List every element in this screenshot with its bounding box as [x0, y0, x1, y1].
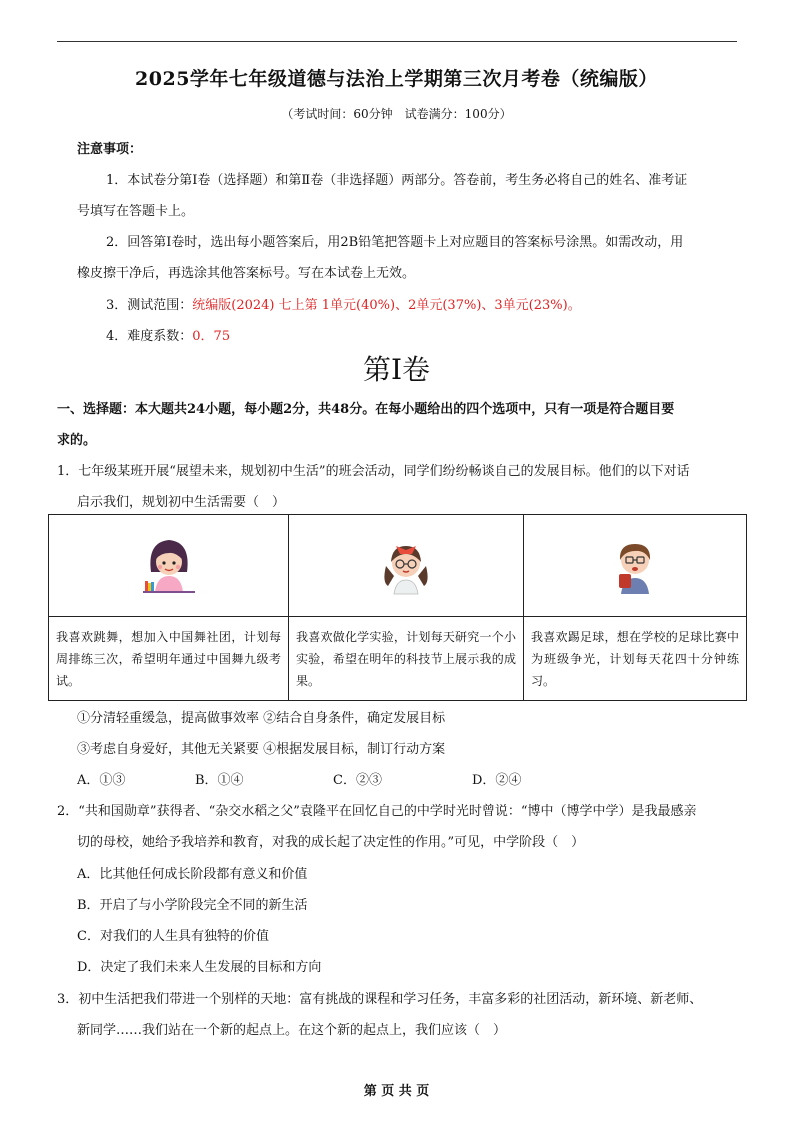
header-rule: [57, 41, 737, 42]
note-2-line2: 橡皮擦干净后，再选涂其他答案标号。写在本试卷上无效。: [77, 266, 416, 281]
q1-text-cell-3: 我喜欢踢足球，想在学校的足球比赛中为班级争光，计划每天花四十分钟练习。: [524, 617, 747, 701]
q2-option-c: C．对我们的人生具有独特的价值: [77, 929, 269, 944]
q1-option-a: A．①③: [77, 773, 126, 788]
q1-option-b: B．①④: [195, 773, 244, 788]
q1-option-d: D．②④: [472, 773, 522, 788]
q1-text-cell-1: 我喜欢跳舞，想加入中国舞社团，计划每周排练三次，希望明年通过中国舞九级考试。: [49, 617, 289, 701]
q1-option-c: C．②③: [333, 773, 382, 788]
note-3: [106, 294, 581, 313]
page-footer: 第 页 共 页: [363, 1084, 430, 1099]
notes-heading: 注意事项：: [77, 142, 143, 157]
q1-image-cell-2: [289, 515, 524, 617]
exam-subtitle: （考试时间：60分钟 试卷满分：100分）: [281, 107, 512, 121]
q1-image-cell-1: [49, 515, 289, 617]
part1-heading-line1: 一、选择题：本大题共24小题，每小题2分，共48分。在每小题给出的四个选项中，只有一项是符合题目要: [57, 402, 675, 417]
q3-stem-line2: 新同学……我们站在一个新的起点上。在这个新的起点上，我们应该（ ）: [77, 1023, 507, 1038]
q2-option-a: A．比其他任何成长阶段都有意义和价值: [77, 867, 308, 882]
q2-stem-line1: 2．“共和国勋章”获得者、“杂交水稻之父”袁隆平在回忆自己的中学时光时曾说：“博中（博学中学）是我最感亲: [57, 804, 697, 819]
exam-title: 2025学年七年级道德与法治上学期第三次月考卷（统编版）: [135, 68, 658, 90]
note-3-value: 统编版(2024) 七上第 1单元(40%)、2单元(37%)、3单元(23%)。: [192, 298, 581, 313]
note-1-line2: 号填写在答题卡上。: [77, 204, 195, 219]
part1-heading-line2: 求的。: [57, 433, 97, 448]
note-4-label: 4．难度系数：: [106, 329, 193, 344]
boy-footballer-illustration: [603, 532, 667, 596]
note-4: [106, 325, 230, 344]
section-title: 第Ⅰ卷: [362, 353, 431, 386]
q1-statements-line1: ①分清轻重缓急，提高做事效率 ②结合自身条件，确定发展目标: [77, 711, 446, 726]
q2-option-b: B．开启了与小学阶段完全不同的新生活: [77, 898, 308, 913]
note-1-line1: 1．本试卷分第Ⅰ卷（选择题）和第Ⅱ卷（非选择题）两部分。答卷前，考生务必将自己的姓名、准考证: [106, 173, 688, 188]
q1-stem-line2: 启示我们，规划初中生活需要（ ）: [77, 495, 286, 510]
q2-stem-line2: 切的母校，她给予我培养和教育，对我的成长起了决定性的作用。”可见，中学阶段（ ）: [77, 835, 585, 850]
q2-option-d: D．决定了我们未来人生发展的目标和方向: [77, 960, 322, 975]
note-4-value: 0．75: [192, 329, 231, 344]
q3-stem-line1: 3．初中生活把我们带进一个别样的天地：富有挑战的课程和学习任务，丰富多彩的社团活动，新环境、新老师、: [57, 992, 703, 1007]
girl-chemist-illustration: [374, 532, 438, 596]
q1-stem-line1: 1．七年级某班开展“展望未来，规划初中生活”的班会活动，同学们纷纷畅谈自己的发展目标。他们的以下对话: [57, 464, 690, 479]
note-2-line1: 2．回答第Ⅰ卷时，选出每小题答案后，用2B铅笔把答题卡上对应题目的答案标号涂黑。如需改动，用: [106, 235, 684, 250]
q1-table: [48, 514, 747, 701]
note-3-label: 3．测试范围：: [106, 298, 193, 313]
q1-statements-line2: ③考虑自身爱好，其他无关紧要 ④根据发展目标，制订行动方案: [77, 742, 446, 757]
girl-dancer-illustration: [137, 532, 201, 596]
q1-text-cell-2: 我喜欢做化学实验，计划每天研究一个小实验，希望在明年的科技节上展示我的成果。: [289, 617, 524, 701]
q1-image-cell-3: [524, 515, 747, 617]
